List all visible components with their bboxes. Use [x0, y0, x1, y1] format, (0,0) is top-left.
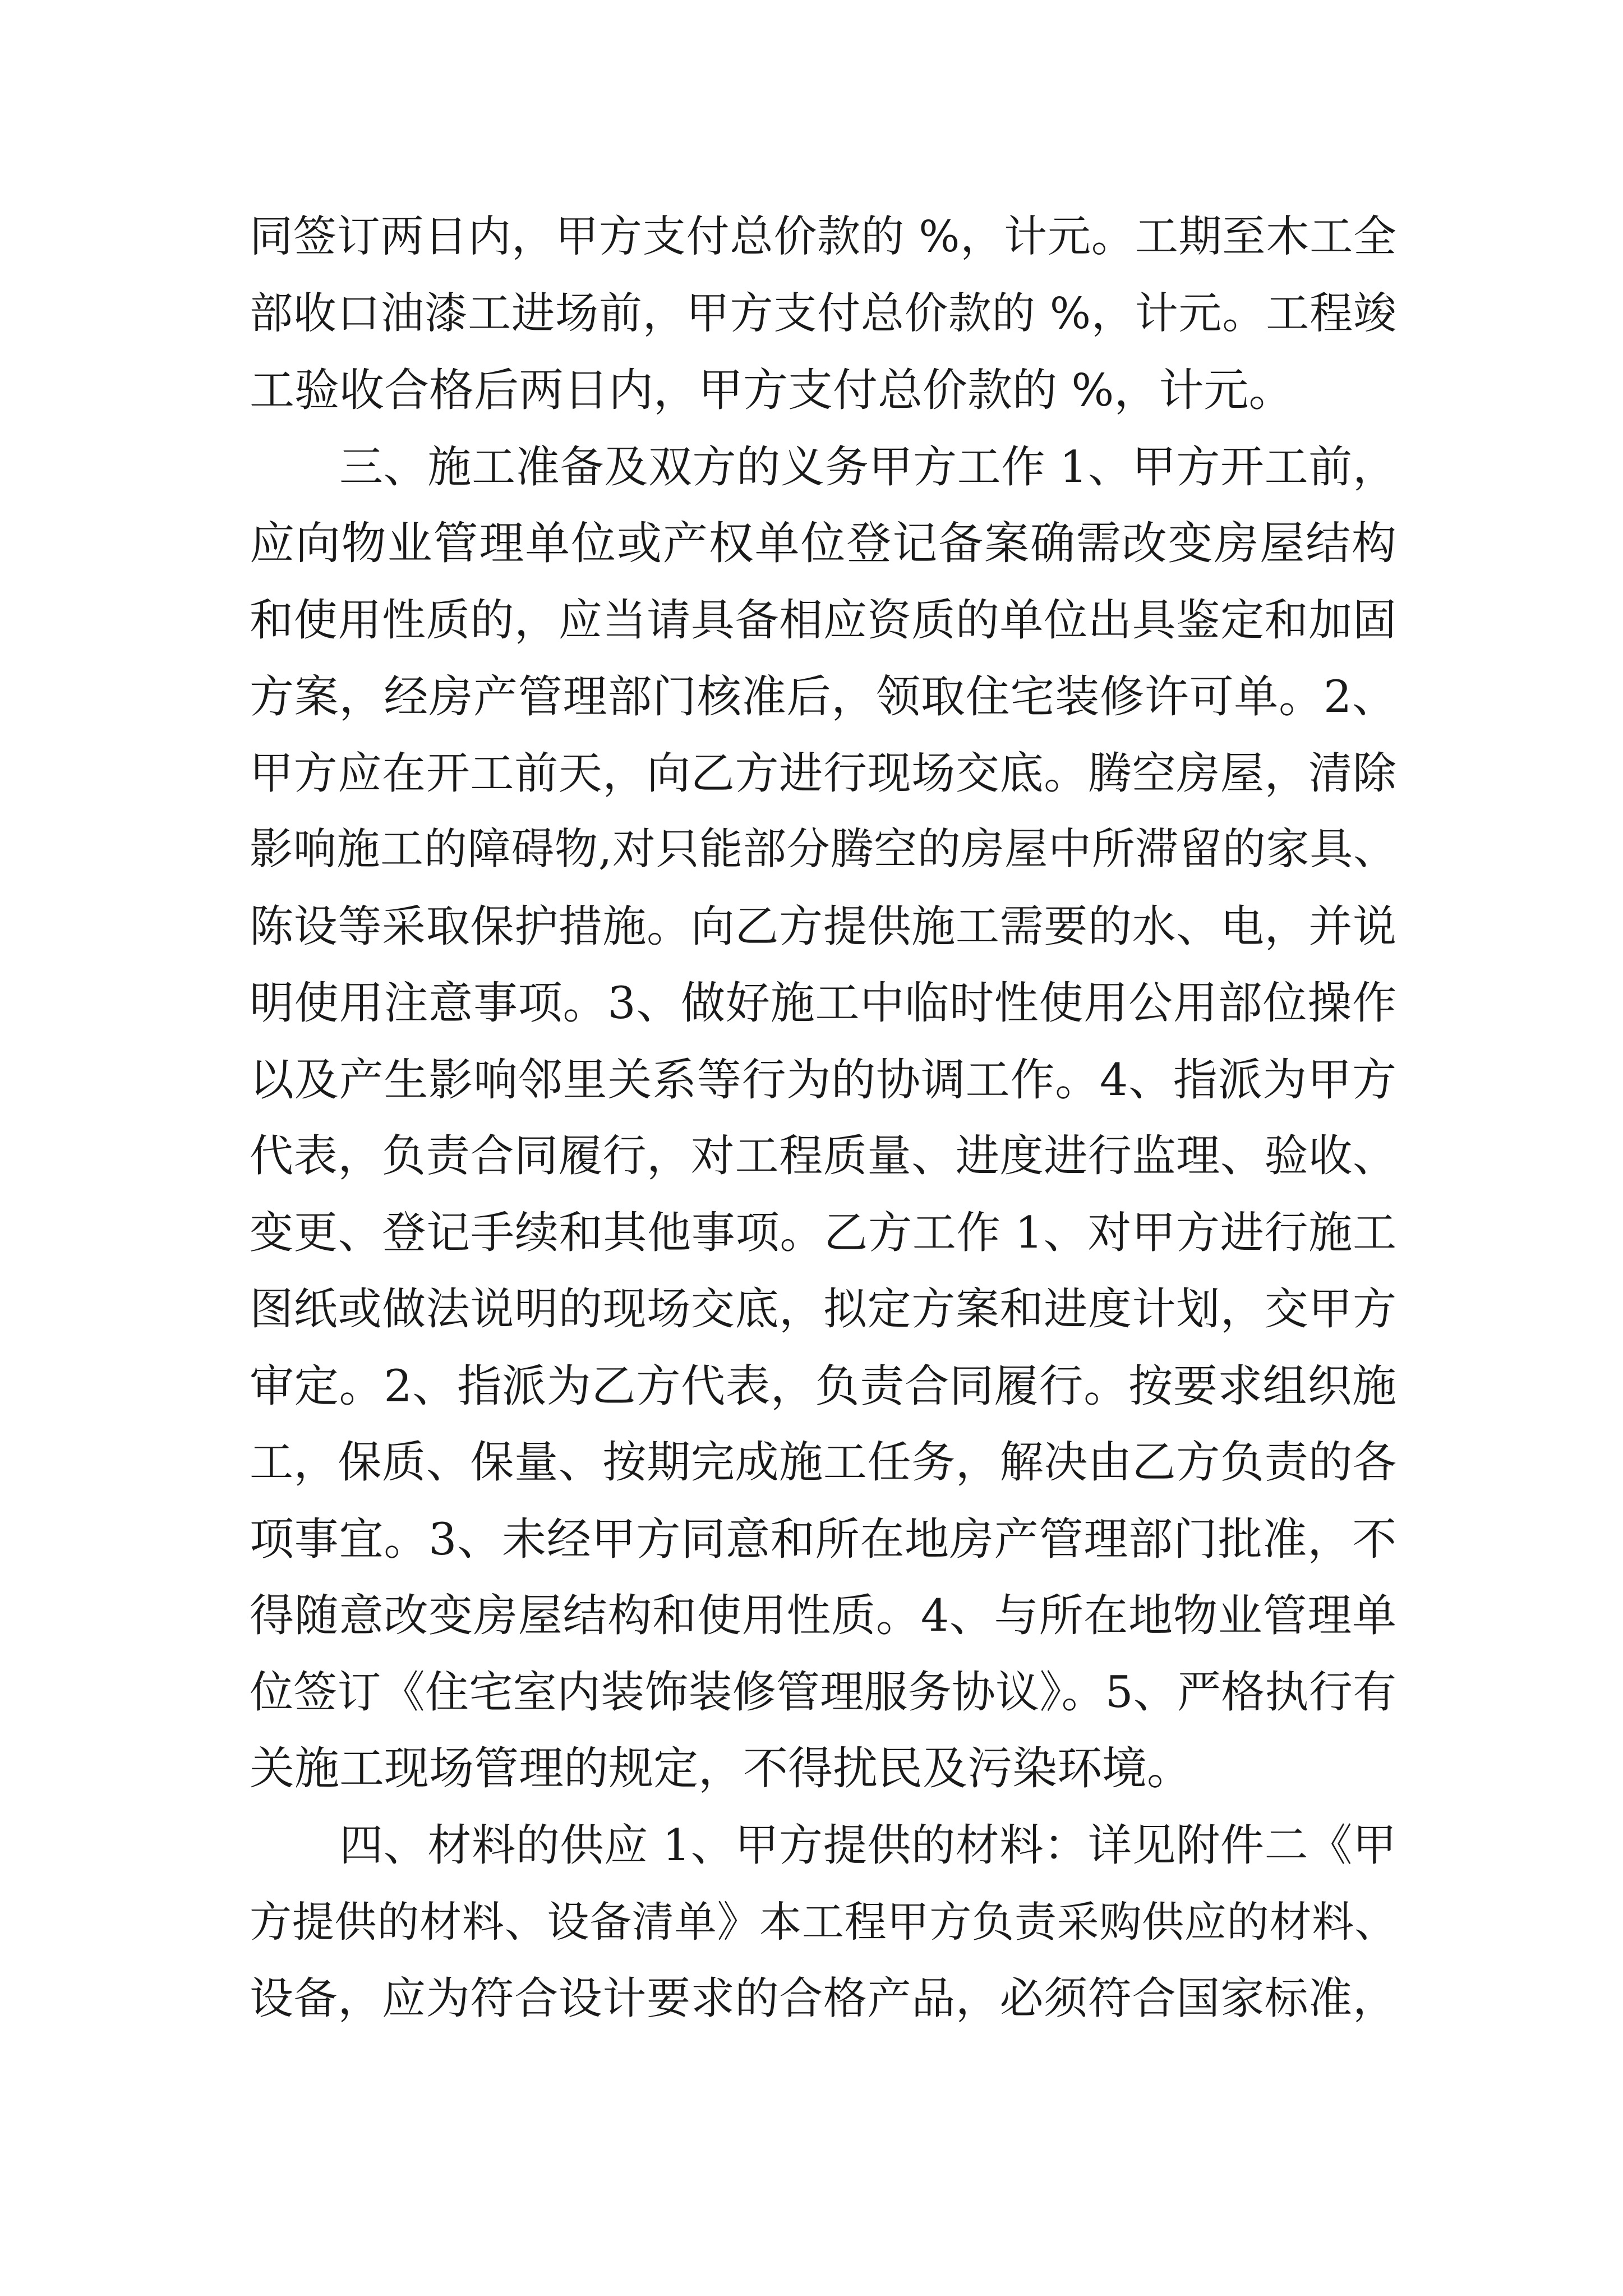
section-three-heading-line: 三、施工准备及双方的义务甲方工作 1、甲方开工前，	[339, 441, 1396, 493]
text-line: 同签订两日内，甲方支付总价款的 %，计元。工期至木工全	[250, 212, 1396, 262]
text-line: 关施工现场管理的规定，不得扰民及污染环境。	[250, 1742, 1192, 1795]
text-line: 甲方应在开工前天，向乙方进行现场交底。腾空房屋，清除	[250, 748, 1396, 799]
text-line: 工，保质、保量、按期完成施工任务，解决由乙方负责的各	[250, 1437, 1396, 1488]
text-line: 图纸或做法说明的现场交底，拟定方案和进度计划，交甲方	[250, 1284, 1396, 1335]
text-line: 得随意改变房屋结构和使用性质。4、与所在地物业管理单	[250, 1590, 1396, 1641]
text-line: 明使用注意事项。3、做好施工中临时性使用公用部位操作	[250, 977, 1396, 1029]
section-four-heading-line: 四、材料的供应 1、甲方提供的材料：详见附件二《甲	[339, 1820, 1396, 1871]
text-line: 代表，负责合同履行，对工程质量、进度进行监理、验收、	[250, 1131, 1396, 1181]
text-line: 审定。2、指派为乙方代表，负责合同履行。按要求组织施	[250, 1360, 1396, 1412]
contract-text-body	[250, 199, 1396, 2037]
text-line: 设备，应为符合设计要求的合格产品，必须符合国家标准，	[250, 1973, 1396, 2024]
text-line: 项事宜。3、未经甲方同意和所在地房产管理部门批准，不	[250, 1513, 1396, 1565]
text-line: 影响施工的障碍物,对只能部分腾空的房屋中所滞留的家具、	[250, 825, 1396, 875]
text-line: 和使用性质的，应当请具备相应资质的单位出具鉴定和加固	[250, 595, 1396, 646]
text-line: 位签订《住宅室内装饰装修管理服务协议》。5、严格执行有	[250, 1667, 1396, 1718]
text-line: 应向物业管理单位或产权单位登记备案确需改变房屋结构	[250, 517, 1396, 569]
text-line: 方案，经房产管理部门核准后，领取住宅装修许可单。2、	[250, 671, 1396, 723]
text-line: 陈设等采取保护措施。向乙方提供施工需要的水、电，并说	[250, 901, 1396, 952]
text-line: 方提供的材料、设备清单》本工程甲方负责采购供应的材料、	[250, 1897, 1396, 1947]
text-line: 部收口油漆工进场前，甲方支付总价款的 %，计元。工程竣	[250, 288, 1396, 339]
text-line: 以及产生影响邻里关系等行为的协调工作。4、指派为甲方	[250, 1053, 1396, 1106]
text-line: 变更、登记手续和其他事项。乙方工作 1、对甲方进行施工	[250, 1207, 1396, 1258]
text-line: 工验收合格后两日内，甲方支付总价款的 %，计元。	[250, 364, 1294, 416]
